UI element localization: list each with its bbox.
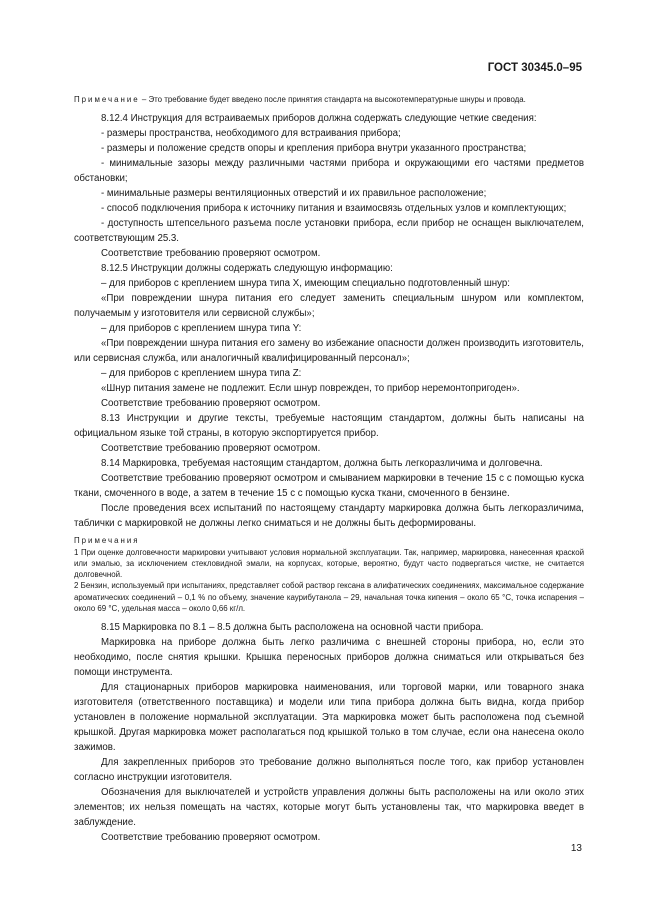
paragraph-8-14: 8.14 Маркировка, требуемая настоящим стандартом, должна быть легкоразличима и долговечна. (101, 458, 543, 470)
document-body (74, 94, 584, 845)
note-text: – Это требование будет введено после принятия стандарта на высокотемпературные шнуры и провода. (139, 95, 526, 104)
list-item: - способ подключения прибора к источнику питания и взаимосвязь отдельных узлов и комплектующих; (101, 203, 567, 215)
note-1: 1 При оценке долговечности маркировки учитывают условия нормальной эксплуатации. Так, например, маркировка, нанесенная краской или эмалью, за исключением стекловидной эмали, на корпусах, которые, вероятно, будут часто подвергаться чистке, не считается долговечной. (74, 547, 584, 580)
list-item: – для приборов с креплением шнура типа X, имеющим специально подготовленный шнур: (101, 278, 510, 290)
doc-code-header: ГОСТ 30345.0–95 (487, 62, 582, 74)
compliance-text: Соответствие требованию проверяют осмотром. (101, 248, 321, 260)
list-item: – для приборов с креплением шнура типа Z: (101, 368, 302, 380)
paragraph-8-15: 8.15 Маркировка по 8.1 – 8.5 должна быть расположена на основной части прибора. (101, 622, 484, 634)
list-item: – для приборов с креплением шнура типа Y: (101, 323, 302, 335)
list-item: - размеры и положение средств опоры и крепления прибора внутри указанного пространства; (101, 143, 527, 155)
paragraph: Обозначения для выключателей и устройств управления должны быть расположены на или около этих элементов; их нельзя помещать на частях, которые могут быть установлены так, что маркировка введет в заблуждение. (74, 787, 584, 829)
page-number: 13 (570, 843, 582, 854)
note-label: Примечание (74, 95, 140, 104)
paragraph: Для закрепленных приборов это требование должно выполняться после того, как прибор установлен согласно инструкции изготовителя. (74, 757, 584, 784)
quote-text: «При повреждении шнура питания его следует заменить специальным шнуром или комплектом, получаемым у изготовителя или сервисной службы»; (74, 293, 584, 320)
note-2: 2 Бензин, используемый при испытаниях, представляет собой раствор гексана в алифатических соединениях, максимальное содержание ароматических соединений – 0,1 % по объему, значение каурибутанола – 29, начальная точка кипения – около 65 °С, точка испарения – около 69 °С, удельная масса – около 0,66 кг/л. (74, 581, 584, 614)
quote-text: «Шнур питания замене не подлежит. Если шнур поврежден, то прибор неремонтопригоден». (101, 383, 520, 395)
compliance-text: Соответствие требованию проверяют осмотром. (101, 398, 321, 410)
compliance-text: Соответствие требованию проверяют осмотром и смыванием маркировки в течение 15 с с помощью куска ткани, смоченного в воде, а затем в течение 15 с с помощью куска ткани, смоченного в бензине. (74, 473, 584, 500)
list-item: - доступность штепсельного разъема после установки прибора, если прибор не оснащен выключателем, соответствующим 25.3. (74, 218, 584, 245)
notes-label-text: Примечания (74, 536, 140, 546)
paragraph: После проведения всех испытаний по настоящему стандарту маркировка должна быть легкоразличима, таблички с маркировкой не должны легко сниматься и не должны быть деформированы. (74, 503, 584, 530)
list-item: - минимальные размеры вентиляционных отверстий и их правильное расположение; (101, 188, 487, 200)
paragraph-8-12-5: 8.12.5 Инструкции должны содержать следующую информацию: (101, 263, 393, 275)
note-paragraph (74, 94, 584, 105)
list-item: - размеры пространства, необходимого для встраивания прибора; (101, 128, 401, 140)
compliance-text: Соответствие требованию проверяют осмотром. (101, 832, 321, 844)
paragraph: Маркировка на приборе должна быть легко различима с внешней стороны прибора, но, если это необходимо, после снятия крышки. Крышка переносных приборов должна сниматься или открываться без помощи инструмента. (74, 637, 584, 679)
compliance-text: Соответствие требованию проверяют осмотром. (101, 443, 321, 455)
quote-text: «При повреждении шнура питания его замену во избежание опасности должен производить изготовитель, или сервисная служба, или аналогичный квалифицированный персонал»; (74, 338, 584, 365)
notes-label (74, 535, 584, 546)
paragraph-8-12-4: 8.12.4 Инструкция для встраиваемых приборов должна содержать следующие четкие сведения: (101, 113, 537, 125)
list-item: - минимальные зазоры между различными частями прибора и окружающими его частями предметов обстановки; (74, 158, 584, 185)
paragraph-8-13: 8.13 Инструкции и другие тексты, требуемые настоящим стандартом, должны быть написаны на официальном языке той страны, в которую экспортируется прибор. (74, 413, 584, 440)
paragraph: Для стационарных приборов маркировка наименования, или торговой марки, или товарного знака изготовителя (ответственного поставщика) и модели или типа прибора должна быть видна, когда прибор установлен в положение нормальной эксплуатации. Эта маркировка может быть расположена под съемной крышкой. Другая маркировка может располагаться под крышкой только в том случае, если она нанесена около зажимов. (74, 682, 584, 754)
